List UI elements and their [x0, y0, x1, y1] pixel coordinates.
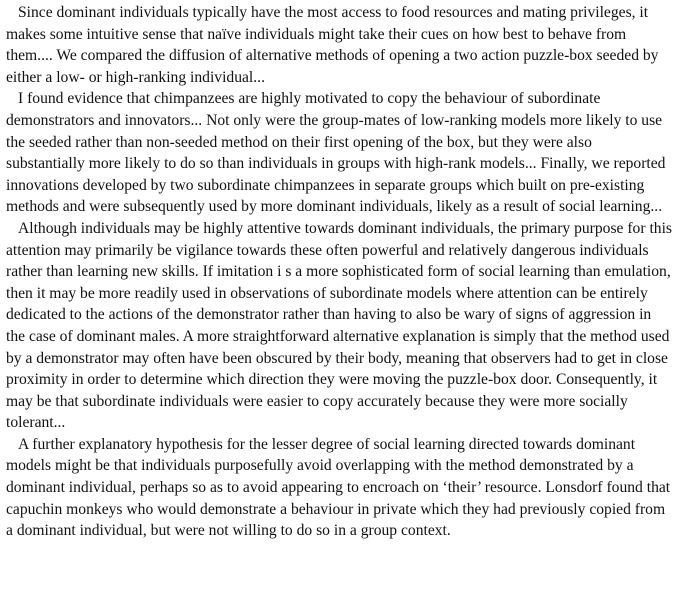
- paragraph-dominant-access: Since dominant individuals typically have the most access to food resources and mating privileges, it makes some intuitive sense that naïve individuals might take their cues on how best to behave from them.... We compared the diffusion of alternative methods of opening a two action puzzle-box seeded by either a low- or high-ranking individual...: [6, 4, 659, 86]
- paragraph-chimpanzee-evidence: I found evidence that chimpanzees are highly motivated to copy the behaviour of subordinate demonstrators and innovators... Not only were the group-mates of low-ranking models more likely to use the seeded rather than non-seeded method on their first opening of the box, but they were also substantially more likely to do so than individuals in groups with high-rank models... Finally, we reported innovations developed by two subordinate chimpanzees in separate groups which built on pre-existing methods and were subsequently used by more dominant individuals, likely as a result of social learning...: [6, 90, 666, 216]
- paragraph-vigilance-explanation: Although individuals may be highly attentive towards dominant individuals, the primary purpose for this attention may primarily be vigilance towards these often powerful and relatively dangerous individuals rather than learning new skills. If imitation i s a more sophisticated form of social learning than emulation, then it may be more readily used in observations of subordinate models where attention can be entirely dedicated to the actions of the demonstrator rather than having to also be wary of signs of aggression in the case of dominant males. A more straightforward alternative explanation is simply that the method used by a demonstrator may often have been obscured by their body, meaning that observers had to get in close proximity in order to determine which direction they were moving the puzzle-box door. Consequently, it may be that subordinate individuals were easier to copy accurately because they were more socially tolerant...: [6, 219, 672, 432]
- paragraph-further-hypothesis: A further explanatory hypothesis for the lesser degree of social learning directed towards dominant models might be that individuals purposefully avoid overlapping with the method demonstrated by a dominant individual, perhaps so as to avoid appearing to encroach on ‘their’ resource. Lonsdorf found that capuchin monkeys who would demonstrate a behaviour in private which they had previously copied from a dominant individual, but were not willing to do so in a group context.: [6, 435, 671, 540]
